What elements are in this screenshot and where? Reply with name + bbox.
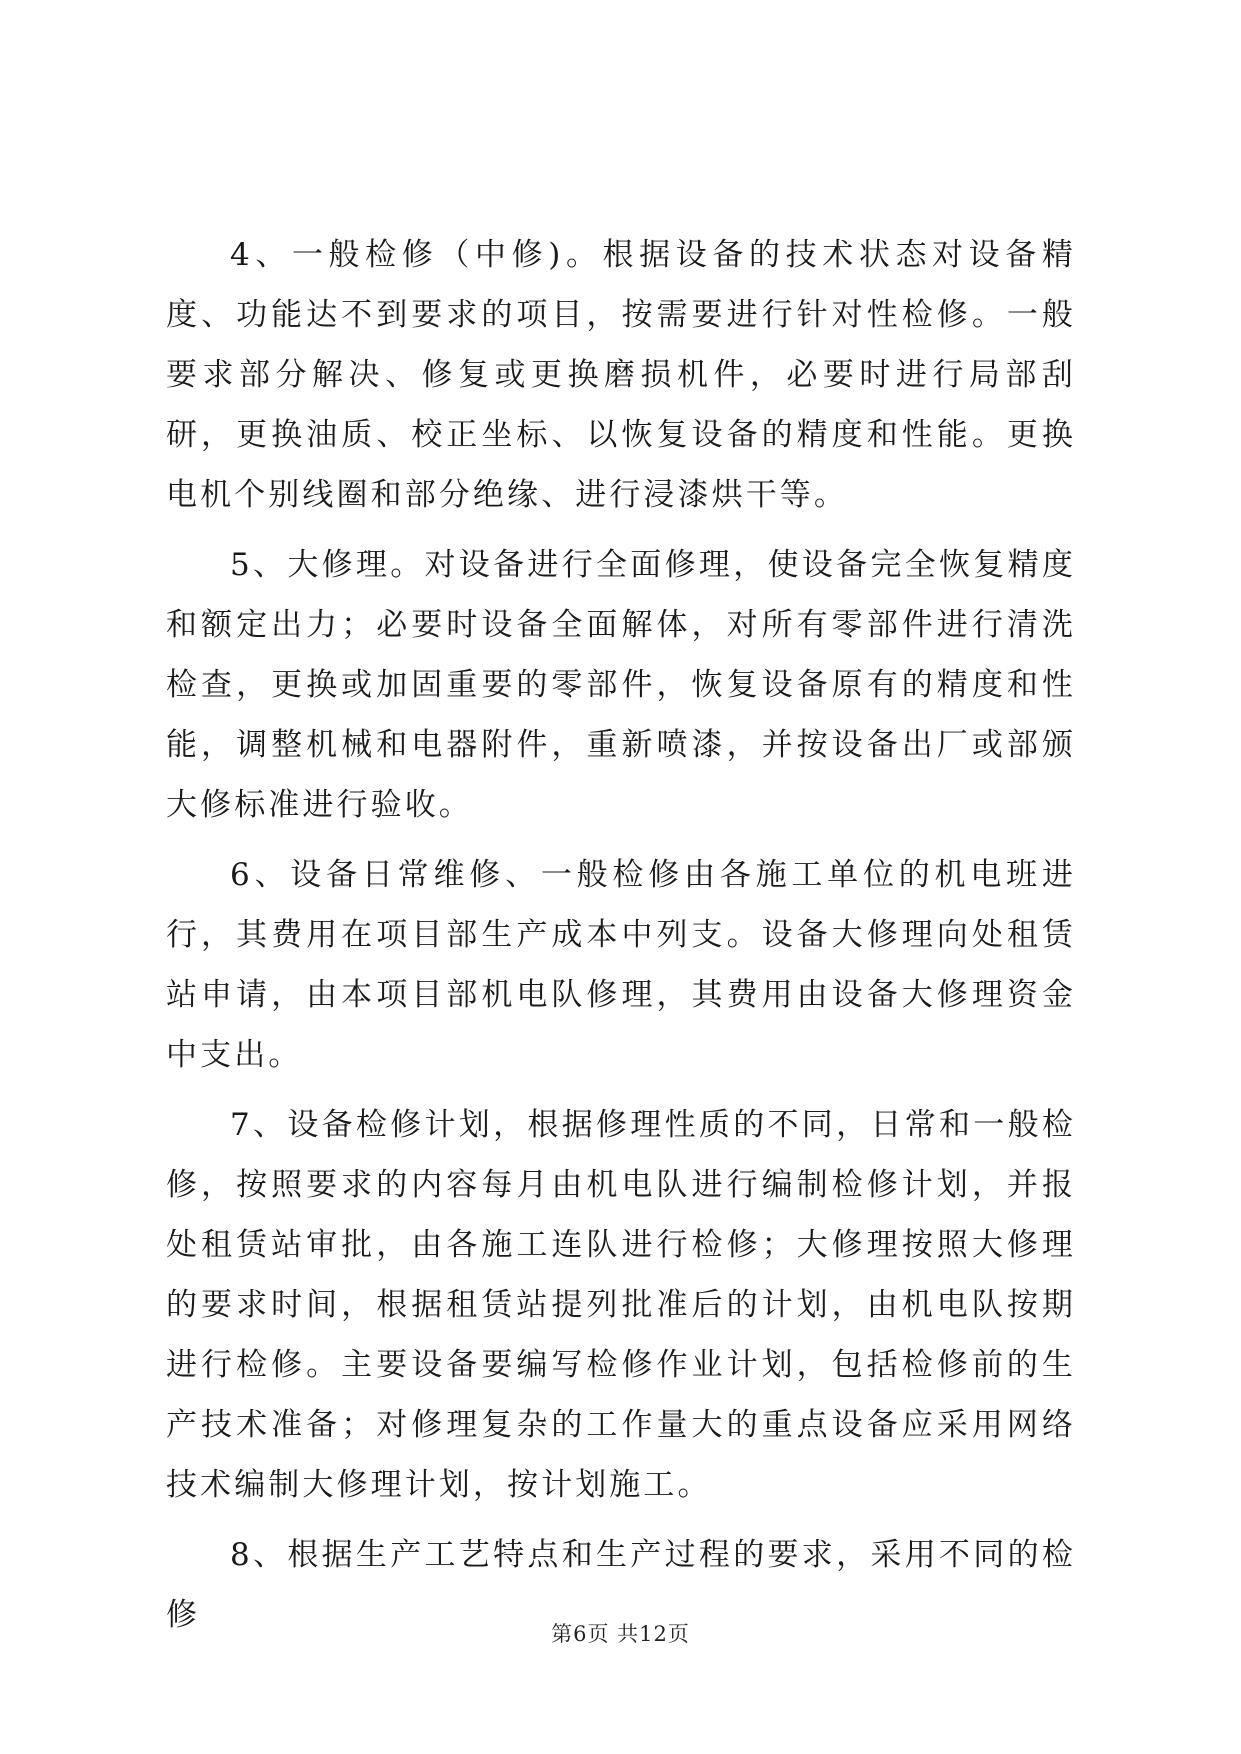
paragraph-item-7: 7、设备检修计划，根据修理性质的不同，日常和一般检修，按照要求的内容每月由机电队进行编制检修计划，并报处租赁站审批，由各施工连队进行检修；大修理按照大修理的要求时间，根据租赁站提列批准后的计划，由机电队按期进行检修。主要设备要编写检修作业计划，包括检修前的生产技术准备；对修理复杂的工作量大的重点设备应采用网络技术编制大修理计划，按计划施工。 (166, 1107, 1076, 1503)
document-body (166, 225, 1076, 1655)
paragraph-item-4: 4、一般检修（中修)。根据设备的技术状态对设备精度、功能达不到要求的项目，按需要进行针对性检修。一般要求部分解决、修复或更换磨损机件，必要时进行局部刮研，更换油质、校正坐标、以恢复设备的精度和性能。更换电机个别线圈和部分绝缘、进行浸漆烘干等。 (166, 237, 1076, 513)
paragraph-item-6: 6、设备日常维修、一般检修由各施工单位的机电班进行，其费用在项目部生产成本中列支。设备大修理向处租赁站申请，由本项目部机电队修理，其费用由设备大修理资金中支出。 (166, 857, 1076, 1073)
page-number-footer: 第6页 共12页 (551, 1622, 690, 1646)
paragraph-item-5: 5、大修理。对设备进行全面修理，使设备完全恢复精度和额定出力；必要时设备全面解体，对所有零部件进行清洗检查，更换或加固重要的零部件，恢复设备原有的精度和性能，调整机械和电器附件，重新喷漆，并按设备出厂或部颁大修标准进行验收。 (166, 547, 1076, 823)
paragraph-item-8: 8、根据生产工艺特点和生产过程的要求，采用不同的检修 (166, 1537, 1076, 1633)
